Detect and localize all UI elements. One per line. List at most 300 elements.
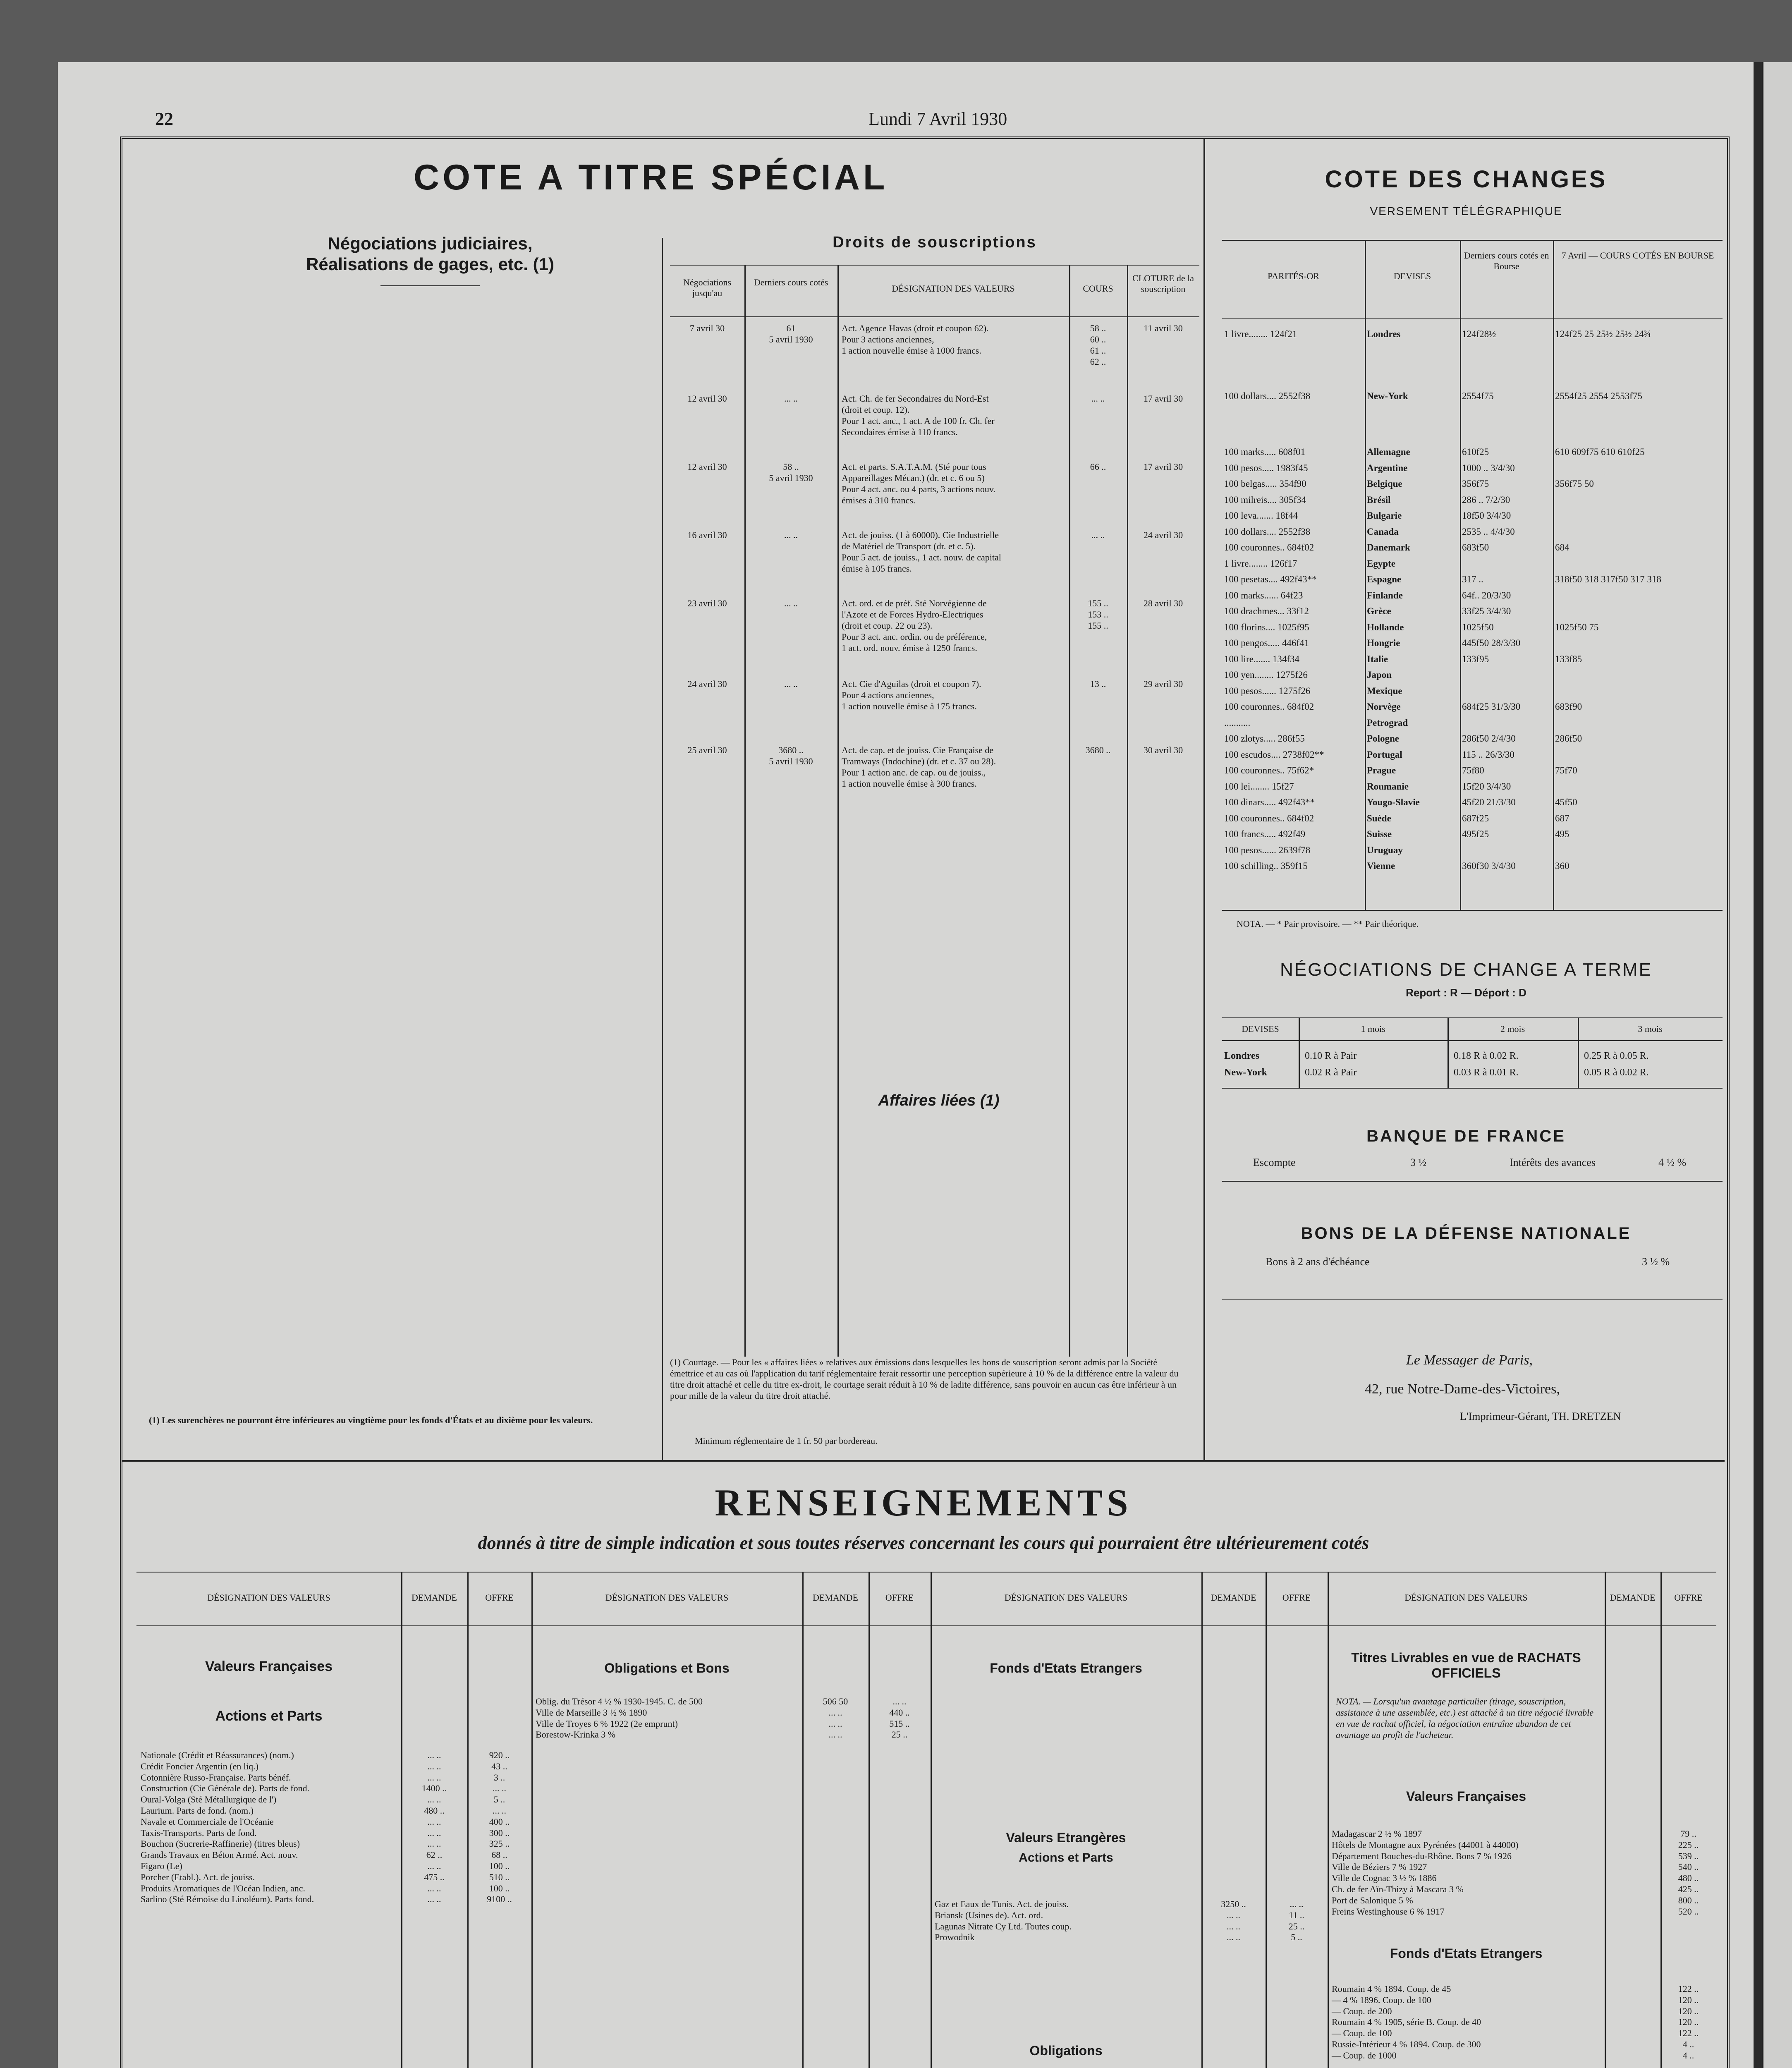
col3-item-demande: ... .. bbox=[1227, 1910, 1240, 1920]
droits-header-derniers: Derniers cours cotés bbox=[754, 277, 828, 287]
col1-item-offre: 5 .. bbox=[493, 1794, 505, 1805]
col2-item-name: Ville de Marseille 3 ½ % 1890 bbox=[536, 1707, 647, 1718]
col1-section-actions-parts: Actions et Parts bbox=[215, 1708, 323, 1724]
changes-cell-parite: 100 pesos..... 1983f45 bbox=[1224, 462, 1308, 473]
changes-cell-parite: 100 pengos..... 446f41 bbox=[1224, 638, 1309, 648]
changes-cell-dernier: 18f50 3/4/30 bbox=[1462, 510, 1511, 521]
col1-item-name: Navale et Commerciale de l'Océanie bbox=[141, 1816, 274, 1827]
changes-cell-devise: Suisse bbox=[1367, 829, 1392, 839]
droits-cell-date: 24 avril 30 bbox=[687, 679, 727, 689]
col1-item-name: Sarlino (Sté Rémoise du Linoléum). Parts fond. bbox=[141, 1894, 314, 1905]
col4-item-offre: 539 .. bbox=[1678, 1850, 1699, 1861]
changes-cell-cours: 687 bbox=[1555, 813, 1569, 823]
terme-header-devises: DEVISES bbox=[1242, 1024, 1279, 1034]
col4-item-name: Département Bouches-du-Rhône. Bons 7 % 1926 bbox=[1332, 1850, 1512, 1861]
col4-fonds-offre: 120 .. bbox=[1678, 1994, 1699, 2005]
col3-item-demande: ... .. bbox=[1227, 1921, 1240, 1932]
changes-header-devises: DEVISES bbox=[1393, 271, 1431, 281]
escompte-label: Escompte bbox=[1253, 1156, 1296, 1168]
col1-item-name: Figaro (Le) bbox=[141, 1860, 182, 1871]
col4-item-offre: 800 .. bbox=[1678, 1895, 1699, 1905]
bons-label: Bons à 2 ans d'échéance bbox=[1266, 1256, 1370, 1268]
negociations-title-1: Négociations judiciaires, bbox=[328, 234, 533, 253]
droits-cell-cloture: 17 avril 30 bbox=[1143, 393, 1183, 404]
col4-fonds-name: Roumain 4 % 1905, série B. Coup. de 40 bbox=[1332, 2017, 1481, 2027]
col1-item-offre: 3 .. bbox=[493, 1772, 505, 1783]
droits-cell-derniers: 61 5 avril 1930 bbox=[769, 323, 813, 345]
changes-cell-dernier: 495f25 bbox=[1462, 829, 1489, 839]
col1-item-name: Construction (Cie Générale de). Parts de fond. bbox=[141, 1783, 310, 1794]
changes-cell-devise: Londres bbox=[1367, 329, 1401, 339]
col3-header-designation: DÉSIGNATION DES VALEURS bbox=[1004, 1592, 1128, 1603]
changes-cell-devise: Norvège bbox=[1367, 701, 1401, 712]
imprint-line1: Le Messager de Paris, bbox=[1406, 1352, 1533, 1368]
changes-cell-cours: 360 bbox=[1555, 861, 1569, 871]
terme-cell-devise: New-York bbox=[1224, 1067, 1267, 1078]
changes-table bbox=[1222, 240, 1723, 914]
changes-cell-dernier: 610f25 bbox=[1462, 447, 1489, 457]
col1-item-demande: 475 .. bbox=[424, 1872, 445, 1882]
changes-cell-cours: 318f50 318 317f50 317 318 bbox=[1555, 574, 1661, 584]
droits-cell-date: 12 avril 30 bbox=[687, 462, 727, 472]
col4-fonds-name: — Coup. de 100 bbox=[1332, 2028, 1392, 2039]
changes-subtitle: VERSEMENT TÉLÉGRAPHIQUE bbox=[1370, 205, 1562, 218]
droits-cell-derniers: ... .. bbox=[784, 393, 798, 404]
col1-section-valeurs-francaises: Valeurs Françaises bbox=[205, 1659, 333, 1674]
changes-cell-parite: 100 couronnes.. 684f02 bbox=[1224, 542, 1314, 553]
changes-cell-devise: Danemark bbox=[1367, 542, 1410, 553]
changes-cell-cours: 45f50 bbox=[1555, 797, 1577, 807]
terme-table bbox=[1222, 1017, 1723, 1088]
droits-cell-date: 25 avril 30 bbox=[687, 745, 727, 755]
changes-cell-parite: 100 milreis.... 305f34 bbox=[1224, 494, 1306, 505]
changes-cell-dernier: 45f20 21/3/30 bbox=[1462, 797, 1516, 807]
changes-cell-parite: 100 pesetas.... 492f43** bbox=[1224, 574, 1317, 584]
terme-cell-m1: 0.02 R à Pair bbox=[1305, 1067, 1357, 1078]
col4-fonds-name: Russie-Intérieur 4 % 1894. Coup. de 300 bbox=[1332, 2039, 1481, 2049]
changes-cell-devise: Uruguay bbox=[1367, 845, 1403, 855]
droits-cell-cours: ... .. bbox=[1091, 530, 1105, 540]
changes-cell-devise: Argentine bbox=[1367, 462, 1408, 473]
col1-item-demande: ... .. bbox=[427, 1772, 441, 1783]
changes-cell-parite: 100 zlotys..... 286f55 bbox=[1224, 733, 1305, 744]
col4-fonds-names bbox=[1332, 1983, 1605, 2061]
changes-cell-parite: 100 marks..... 608f01 bbox=[1224, 447, 1306, 457]
bons-value: 3 ½ % bbox=[1642, 1256, 1670, 1268]
changes-cell-parite: 100 lei........ 15f27 bbox=[1224, 781, 1294, 792]
col2-item-offre: 515 .. bbox=[889, 1718, 910, 1729]
changes-cell-cours: 683f90 bbox=[1555, 701, 1582, 712]
col2-item-offre: 25 .. bbox=[891, 1729, 908, 1740]
terme-subtitle: Report : R — Déport : D bbox=[1406, 986, 1526, 999]
col1-item-demande: ... .. bbox=[427, 1827, 441, 1838]
col4-fonds-offre: 4 .. bbox=[1682, 2039, 1694, 2049]
courtage-note: (1) Courtage. — Pour les « affaires liées » relatives aux émissions dans lesquelles les bons de souscription seront admis par la Société émettrice et au cas où l'application du tarif réglementaire ferait ressortir une perception supérieure à 10 % de la différence entre la valeur du titre droit attaché et celle du titre ex-droit, le courtage serait réduit à 10 % de ladite différence, sans pouvoir en aucun cas être inférieur à un pour mille de la valeur du titre droit attaché. bbox=[670, 1357, 1179, 1401]
col3-item-name: Briansk (Usines de). Act. ord. bbox=[935, 1910, 1043, 1920]
col1-item-name: Crédit Foncier Argentin (en liq.) bbox=[141, 1761, 258, 1771]
terme-cell-m2: 0.18 R à 0.02 R. bbox=[1454, 1051, 1519, 1061]
changes-cell-parite: 100 pesos...... 2639f78 bbox=[1224, 845, 1311, 855]
col3-offres bbox=[1266, 1898, 1328, 1943]
changes-cell-parite: 100 couronnes.. 75f62* bbox=[1224, 765, 1314, 776]
col2-item-name: Oblig. du Trésor 4 ½ % 1930-1945. C. de 500 bbox=[536, 1696, 703, 1707]
col4-item-name: Madagascar 2 ½ % 1897 bbox=[1332, 1829, 1422, 1839]
col4-fonds-offre: 120 .. bbox=[1678, 2006, 1699, 2016]
changes-cell-parite: 100 yen........ 1275f26 bbox=[1224, 670, 1308, 680]
col1-names bbox=[141, 1750, 401, 1905]
col1-item-demande: ... .. bbox=[427, 1816, 441, 1827]
col3-item-name: Gaz et Eaux de Tunis. Act. de jouiss. bbox=[935, 1899, 1069, 1909]
droits-table bbox=[670, 265, 1199, 1357]
minimum-note: Minimum réglementaire de 1 fr. 50 par bordereau. bbox=[695, 1436, 878, 1446]
col1-item-name: Oural-Volga (Sté Métallurgique de l') bbox=[141, 1794, 277, 1805]
changes-cell-cours: 1025f50 75 bbox=[1555, 622, 1599, 632]
col2-item-offre: ... .. bbox=[892, 1696, 907, 1707]
col4-item-name: Ville de Béziers 7 % 1927 bbox=[1332, 1862, 1427, 1872]
col4-fonds-name: — Coup. de 200 bbox=[1332, 2006, 1392, 2016]
changes-cell-cours: 124f25 25 25½ 25½ 24¾ bbox=[1555, 329, 1651, 339]
changes-cell-parite: 100 drachmes... 33f12 bbox=[1224, 606, 1309, 616]
changes-cell-dernier: 286 .. 7/2/30 bbox=[1462, 494, 1510, 505]
col1-item-offre: 400 .. bbox=[489, 1816, 510, 1827]
ornament-rule bbox=[380, 285, 480, 286]
droits-cell-cloture: 17 avril 30 bbox=[1143, 462, 1183, 472]
col4-fonds-name: — Coup. de 1000 bbox=[1332, 2050, 1397, 2061]
col2-header-demande: DEMANDE bbox=[813, 1592, 858, 1603]
droits-cell-designation: Act. et parts. S.A.T.A.M. (Sté pour tous Appareillages Mécan.) (dr. et c. 6 ou 5) Pour 4 act. anc. ou 4 parts, 3 actions nouv. émises à 310 francs. bbox=[842, 462, 995, 505]
droits-cell-cours: ... .. bbox=[1091, 393, 1105, 404]
changes-cell-devise: Vienne bbox=[1367, 861, 1395, 871]
interets-label: Intérêts des avances bbox=[1510, 1156, 1596, 1168]
terme-header-2mois: 2 mois bbox=[1500, 1024, 1525, 1034]
col3-item-name: Prowodnik bbox=[935, 1932, 975, 1943]
col4-fonds-offre: 122 .. bbox=[1678, 2028, 1699, 2039]
changes-cell-devise: Espagne bbox=[1367, 574, 1402, 584]
titre-special-title: COTE A TITRE SPÉCIAL bbox=[414, 158, 888, 197]
col3-section-valeurs-etrangeres: Valeurs Etrangères bbox=[1006, 1830, 1126, 1845]
col4-fonds-offre: 122 .. bbox=[1678, 1984, 1699, 1994]
col4-item-name: Ville de Cognac 3 ½ % 1886 bbox=[1332, 1873, 1437, 1884]
col4-fonds-offre: 4 .. bbox=[1682, 2050, 1694, 2061]
col1-item-demande: ... .. bbox=[427, 1894, 441, 1905]
changes-cell-parite: 100 schilling.. 359f15 bbox=[1224, 861, 1308, 871]
changes-cell-devise: Yougo-Slavie bbox=[1367, 797, 1420, 807]
changes-cell-dernier: 133f95 bbox=[1462, 653, 1489, 664]
droits-cell-cloture: 28 avril 30 bbox=[1143, 598, 1183, 608]
changes-cell-dernier: 2535 .. 4/4/30 bbox=[1462, 526, 1515, 537]
col1-item-offre: ... .. bbox=[493, 1805, 506, 1816]
changes-cell-parite: 100 florins.... 1025f95 bbox=[1224, 622, 1309, 632]
changes-cell-devise: Bulgarie bbox=[1367, 510, 1402, 521]
col3-section-actions-parts: Actions et Parts bbox=[1019, 1851, 1113, 1865]
changes-cell-devise: Mexique bbox=[1367, 685, 1402, 696]
droits-cell-cloture: 30 avril 30 bbox=[1143, 745, 1183, 755]
col1-header-offre: OFFRE bbox=[485, 1592, 514, 1603]
changes-cell-devise: Brésil bbox=[1367, 494, 1391, 505]
changes-nota: NOTA. — * Pair provisoire. — ** Pair théorique. bbox=[1237, 919, 1419, 929]
droits-cell-designation: Act. Ch. de fer Secondaires du Nord-Est (droit et coup. 12). Pour 1 act. anc., 1 act. A de 100 fr. Ch. fer Secondaires émise à 110 francs. bbox=[842, 393, 995, 437]
terme-header-1mois: 1 mois bbox=[1361, 1024, 1385, 1034]
renseignements-title: RENSEIGNEMENTS bbox=[715, 1482, 1132, 1524]
col1-item-demande: 480 .. bbox=[424, 1805, 445, 1816]
droits-cell-date: 7 avril 30 bbox=[689, 323, 725, 333]
col2-item-demande: ... .. bbox=[828, 1707, 842, 1718]
col2-offres bbox=[868, 1696, 931, 1740]
changes-cell-devise: Prague bbox=[1367, 765, 1396, 776]
col1-item-demande: ... .. bbox=[427, 1883, 441, 1893]
changes-cell-devise: Portugal bbox=[1367, 749, 1402, 760]
changes-cell-parite: 100 francs..... 492f49 bbox=[1224, 829, 1306, 839]
changes-cell-devise: Roumanie bbox=[1367, 781, 1409, 792]
col2-demandes bbox=[802, 1696, 868, 1740]
col1-item-offre: 100 .. bbox=[489, 1883, 510, 1893]
changes-cell-dernier: 1000 .. 3/4/30 bbox=[1462, 462, 1515, 473]
changes-cell-parite: ........... bbox=[1224, 717, 1251, 728]
droits-header-cloture: CLOTURE de la souscription bbox=[1132, 273, 1194, 294]
col3-item-offre: ... .. bbox=[1290, 1899, 1304, 1909]
escompte-value: 3 ½ bbox=[1410, 1156, 1426, 1168]
col1-item-offre: 325 .. bbox=[489, 1838, 510, 1849]
col4-section-titres-livrables: Titres Livrables en vue de RACHATS OFFICIELS bbox=[1351, 1650, 1581, 1680]
droits-cell-derniers: 3680 .. 5 avril 1930 bbox=[769, 745, 813, 766]
changes-header-parites: PARITÉS-OR bbox=[1267, 271, 1320, 281]
col3-item-offre: 25 .. bbox=[1288, 1921, 1305, 1932]
droits-cell-date: 23 avril 30 bbox=[687, 598, 727, 608]
changes-cell-devise: Hongrie bbox=[1367, 638, 1400, 648]
changes-cell-cours: 2554f25 2554 2553f75 bbox=[1555, 391, 1642, 401]
droits-cell-designation: Act. Cie d'Aguilas (droit et coupon 7). Pour 4 actions anciennes, 1 action nouvelle émise à 175 francs. bbox=[842, 679, 981, 711]
col1-item-name: Grands Travaux en Béton Armé. Act. nouv. bbox=[141, 1850, 298, 1860]
col1-item-name: Taxis-Transports. Parts de fond. bbox=[141, 1827, 257, 1838]
changes-cell-parite: 100 dollars.... 2552f38 bbox=[1224, 526, 1311, 537]
negociations-title-2: Réalisations de gages, etc. (1) bbox=[306, 254, 554, 274]
col4-fonds-name: Roumain 4 % 1894. Coup. de 45 bbox=[1332, 1984, 1451, 1994]
terme-header-3mois: 3 mois bbox=[1638, 1024, 1663, 1034]
changes-cell-dernier: 75f80 bbox=[1462, 765, 1484, 776]
col1-demandes bbox=[401, 1750, 467, 1905]
droits-cell-designation: Act. Agence Havas (droit et coupon 62). Pour 3 actions anciennes, 1 action nouvelle émise à 1000 francs. bbox=[842, 323, 989, 356]
col2-item-offre: 440 .. bbox=[889, 1707, 910, 1718]
droits-cell-cours: 3680 .. bbox=[1085, 745, 1111, 755]
col1-item-demande: ... .. bbox=[427, 1838, 441, 1849]
changes-cell-parite: 100 leva....... 18f44 bbox=[1224, 510, 1298, 521]
changes-cell-parite: 100 couronnes.. 684f02 bbox=[1224, 813, 1314, 823]
col3-demandes bbox=[1201, 1898, 1266, 1943]
changes-cell-dernier: 683f50 bbox=[1462, 542, 1489, 553]
col4-fonds-name: — 4 % 1896. Coup. de 100 bbox=[1332, 1994, 1431, 2005]
droits-header-cours: COURS bbox=[1083, 283, 1113, 294]
changes-header-cours: 7 Avril — COURS COTÉS EN BOURSE bbox=[1561, 250, 1714, 261]
col3-header-offre: OFFRE bbox=[1282, 1592, 1311, 1603]
changes-cell-devise: New-York bbox=[1367, 391, 1408, 401]
imprint-line2: 42, rue Notre-Dame-des-Victoires, bbox=[1365, 1381, 1560, 1397]
col1-item-demande: ... .. bbox=[427, 1860, 441, 1871]
droits-title: Droits de souscriptions bbox=[833, 234, 1037, 251]
col3-item-demande: 3250 .. bbox=[1221, 1899, 1246, 1909]
col4-header-designation: DÉSIGNATION DES VALEURS bbox=[1404, 1592, 1528, 1603]
droits-cell-designation: Act. de jouiss. (1 à 60000). Cie Industrielle de Matériel de Transport (dr. et c. 5). Pour 5 act. de jouiss., 1 act. nouv. de capital émise à 105 francs. bbox=[842, 530, 1001, 574]
changes-cell-parite: 100 belgas..... 354f90 bbox=[1224, 479, 1306, 489]
col1-item-name: Nationale (Crédit et Réassurances) (nom.) bbox=[141, 1750, 294, 1760]
col1-item-offre: ... .. bbox=[493, 1783, 506, 1794]
changes-cell-dernier: 115 .. 26/3/30 bbox=[1462, 749, 1514, 760]
changes-cell-parite: 100 lire....... 134f34 bbox=[1224, 653, 1300, 664]
imprint-line3: L'Imprimeur-Gérant, TH. DRETZEN bbox=[1460, 1410, 1621, 1422]
col1-item-demande: ... .. bbox=[427, 1794, 441, 1805]
col4-item-offre: 225 .. bbox=[1678, 1839, 1699, 1850]
col2-section-obligations-bons: Obligations et Bons bbox=[604, 1661, 730, 1675]
terme-cell-devise: Londres bbox=[1224, 1051, 1259, 1061]
renseignements-subtitle: donnés à titre de simple indication et sous toutes réserves concernant les cours qui pourraient être ultérieurement cotés bbox=[478, 1533, 1369, 1553]
col2-item-demande: 506 50 bbox=[823, 1696, 848, 1707]
col1-item-offre: 100 .. bbox=[489, 1860, 510, 1871]
surenchere-footnote: (1) Les surenchères ne pourront être inférieures au vingtième pour les fonds d'États et au dixième pour les valeurs. bbox=[149, 1415, 593, 1425]
banque-title: BANQUE DE FRANCE bbox=[1366, 1127, 1566, 1145]
col4-section-fonds-etats: Fonds d'Etats Etrangers bbox=[1390, 1946, 1543, 1961]
col3-item-offre: 11 .. bbox=[1289, 1910, 1304, 1920]
changes-cell-dernier: 33f25 3/4/30 bbox=[1462, 606, 1511, 616]
col4-item-offre: 540 .. bbox=[1678, 1862, 1699, 1872]
changes-cell-dernier: 124f28½ bbox=[1462, 329, 1496, 339]
col4-nota: NOTA. — Lorsqu'un avantage particulier (tirage, souscription, assistance à une assemblée, etc.) est attaché à un titre négocié livrable en vue de rachat officiel, la négociation entraîne abandon de cet avantage au profit de l'acheteur. bbox=[1336, 1696, 1593, 1740]
col1-item-demande: 1400 .. bbox=[421, 1783, 447, 1794]
changes-cell-cours: 286f50 bbox=[1555, 733, 1582, 744]
col4-names bbox=[1332, 1828, 1605, 1917]
col4-item-offre: 480 .. bbox=[1678, 1873, 1699, 1884]
droits-cell-date: 16 avril 30 bbox=[687, 530, 727, 540]
col1-item-offre: 300 .. bbox=[489, 1827, 510, 1838]
col1-item-demande: 62 .. bbox=[426, 1850, 443, 1860]
section-divider bbox=[122, 1460, 1725, 1462]
col1-item-name: Porcher (Etabl.). Act. de jouiss. bbox=[141, 1872, 255, 1882]
droits-cell-derniers: ... .. bbox=[784, 679, 798, 689]
col4-item-offre: 520 .. bbox=[1678, 1906, 1699, 1917]
changes-cell-devise: Pologne bbox=[1367, 733, 1399, 744]
col1-item-offre: 9100 .. bbox=[487, 1894, 512, 1905]
droits-cell-cloture: 11 avril 30 bbox=[1144, 323, 1183, 333]
changes-cell-cours: 133f85 bbox=[1555, 653, 1582, 664]
col4-item-name: Port de Salonique 5 % bbox=[1332, 1895, 1413, 1905]
col2-header-designation: DÉSIGNATION DES VALEURS bbox=[605, 1592, 729, 1603]
col1-header-designation: DÉSIGNATION DES VALEURS bbox=[207, 1592, 330, 1603]
changes-cell-parite: 100 couronnes.. 684f02 bbox=[1224, 701, 1314, 712]
droits-cell-derniers: ... .. bbox=[784, 530, 798, 540]
changes-cell-dernier: 356f75 bbox=[1462, 479, 1489, 489]
col1-item-demande: ... .. bbox=[427, 1750, 441, 1760]
col4-offres bbox=[1660, 1828, 1716, 1917]
changes-cell-parite: 100 dinars..... 492f43** bbox=[1224, 797, 1315, 807]
changes-header-derniers: Derniers cours cotés en Bourse bbox=[1464, 250, 1549, 271]
col3-section-fonds-etats: Fonds d'Etats Etrangers bbox=[990, 1661, 1142, 1675]
col3-item-demande: ... .. bbox=[1227, 1932, 1240, 1943]
droits-cell-derniers: ... .. bbox=[784, 598, 798, 608]
changes-cell-dernier: 286f50 2/4/30 bbox=[1462, 733, 1516, 744]
droits-cell-designation: Act. de cap. et de jouiss. Cie Française de Tramways (Indochine) (dr. et c. 37 ou 28). Pour 1 action anc. de cap. ou de jouiss., 1 action nouvelle émise à 300 francs. bbox=[842, 745, 996, 789]
changes-cell-devise: Japon bbox=[1367, 670, 1392, 680]
col2-item-name: Ville de Troyes 6 % 1922 (2e emprunt) bbox=[536, 1718, 678, 1729]
affaires-liees-title: Affaires liées (1) bbox=[878, 1092, 1000, 1109]
col4-item-name: Ch. de fer Aïn-Thizy à Mascara 3 % bbox=[1332, 1884, 1464, 1894]
bons-title: BONS DE LA DÉFENSE NATIONALE bbox=[1301, 1224, 1632, 1242]
col2-item-demande: ... .. bbox=[828, 1718, 842, 1729]
col1-header-demande: DEMANDE bbox=[412, 1592, 457, 1603]
col4-header-offre: OFFRE bbox=[1674, 1592, 1703, 1603]
col1-item-name: Bouchon (Sucrerie-Raffinerie) (titres bleus) bbox=[141, 1838, 300, 1849]
terme-cell-m2: 0.03 R à 0.01 R. bbox=[1454, 1067, 1519, 1078]
col4-item-name: Freins Westinghouse 6 % 1917 bbox=[1332, 1906, 1445, 1917]
col1-item-offre: 43 .. bbox=[491, 1761, 507, 1771]
changes-cell-devise: Suède bbox=[1367, 813, 1391, 823]
changes-cell-dernier: 687f25 bbox=[1462, 813, 1489, 823]
changes-cell-parite: 100 escudos.... 2738f02** bbox=[1224, 749, 1324, 760]
droits-cell-cloture: 29 avril 30 bbox=[1143, 679, 1183, 689]
changes-cell-parite: 100 marks...... 64f23 bbox=[1224, 590, 1303, 601]
col1-item-offre: 510 .. bbox=[489, 1872, 510, 1882]
changes-cell-parite: 100 dollars.... 2552f38 bbox=[1224, 391, 1311, 401]
col2-item-name: Borestow-Krinka 3 % bbox=[536, 1729, 616, 1740]
droits-cell-cours: 66 .. bbox=[1090, 462, 1106, 472]
droits-cell-derniers: 58 .. 5 avril 1930 bbox=[769, 462, 813, 483]
droits-header-designation: DÉSIGNATION DES VALEURS bbox=[892, 283, 1015, 294]
interets-value: 4 ½ % bbox=[1658, 1156, 1687, 1168]
terme-title: NÉGOCIATIONS DE CHANGE A TERME bbox=[1280, 960, 1653, 980]
col2-header-offre: OFFRE bbox=[885, 1592, 914, 1603]
col4-header-demande: DEMANDE bbox=[1610, 1592, 1656, 1603]
col3-item-offre: 5 .. bbox=[1291, 1932, 1302, 1943]
changes-cell-cours: 75f70 bbox=[1555, 765, 1577, 776]
col4-item-name: Hôtels de Montagne aux Pyrénées (44001 à 44000) bbox=[1332, 1839, 1519, 1850]
changes-title: COTE DES CHANGES bbox=[1325, 166, 1608, 193]
changes-cell-dernier: 445f50 28/3/30 bbox=[1462, 638, 1521, 648]
changes-divider bbox=[1203, 139, 1205, 1460]
col3-section-obligations: Obligations bbox=[1029, 2043, 1103, 2058]
col4-item-offre: 425 .. bbox=[1678, 1884, 1699, 1894]
droits-cell-cours: 58 .. 60 .. 61 .. 62 .. bbox=[1090, 323, 1106, 367]
changes-cell-devise: Allemagne bbox=[1367, 447, 1410, 457]
page-date: Lundi 7 Avril 1930 bbox=[868, 109, 1007, 129]
changes-cell-dernier: 2554f75 bbox=[1462, 391, 1494, 401]
changes-cell-devise: Finlande bbox=[1367, 590, 1403, 601]
next-page-edge bbox=[1762, 62, 1792, 2068]
col1-item-name: Produits Aromatiques de l'Océan Indien, anc. bbox=[141, 1883, 306, 1893]
changes-cell-devise: Grèce bbox=[1367, 606, 1391, 616]
col3-names bbox=[935, 1898, 1201, 1943]
changes-cell-cours: 495 bbox=[1555, 829, 1569, 839]
col3-header-demande: DEMANDE bbox=[1211, 1592, 1256, 1603]
changes-cell-devise: Belgique bbox=[1367, 479, 1402, 489]
col1-item-offre: 68 .. bbox=[491, 1850, 507, 1860]
changes-cell-devise: Egypte bbox=[1367, 558, 1395, 569]
changes-cell-devise: Hollande bbox=[1367, 622, 1404, 632]
changes-cell-parite: 1 livre........ 124f21 bbox=[1224, 329, 1297, 339]
col1-item-offre: 920 .. bbox=[489, 1750, 510, 1760]
col1-item-name: Cotonnière Russo-Française. Parts bénéf. bbox=[141, 1772, 291, 1783]
terme-cell-m3: 0.05 R à 0.02 R. bbox=[1584, 1067, 1649, 1078]
changes-cell-dernier: 684f25 31/3/30 bbox=[1462, 701, 1521, 712]
col1-item-name: Laurium. Parts de fond. (nom.) bbox=[141, 1805, 254, 1816]
col4-item-offre: 79 .. bbox=[1680, 1829, 1696, 1839]
changes-cell-devise: Petrograd bbox=[1367, 717, 1408, 728]
changes-cell-dernier: 15f20 3/4/30 bbox=[1462, 781, 1511, 792]
terme-cell-m1: 0.10 R à Pair bbox=[1305, 1051, 1357, 1061]
changes-cell-cours: 356f75 50 bbox=[1555, 479, 1594, 489]
droits-cell-cours: 13 .. bbox=[1090, 679, 1106, 689]
changes-cell-parite: 1 livre........ 126f17 bbox=[1224, 558, 1297, 569]
droits-cell-cloture: 24 avril 30 bbox=[1143, 530, 1183, 540]
changes-cell-devise: Canada bbox=[1367, 526, 1399, 537]
droits-header-date: Négociations jusqu'au bbox=[683, 277, 732, 298]
col4-fonds-offre: 120 .. bbox=[1678, 2017, 1699, 2027]
